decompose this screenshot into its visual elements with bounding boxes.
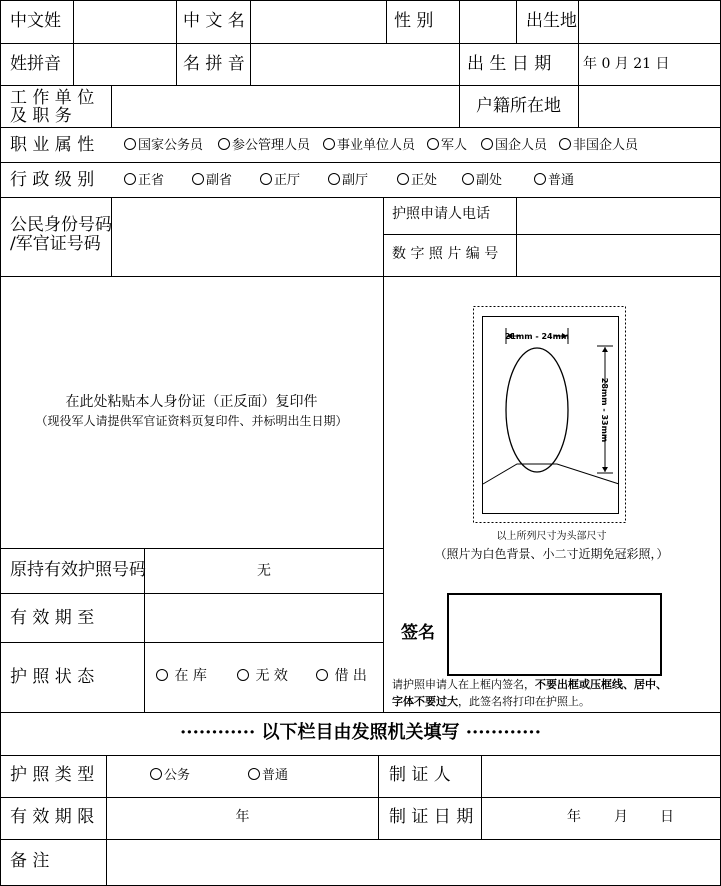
radio-circle-icon xyxy=(124,173,136,185)
id-copy-note: （现役军人请提供军官证资料页复印件、并标明出生日期） xyxy=(35,414,348,428)
col-divider xyxy=(378,797,379,840)
authority-section-heading: ············ 以下栏目由发照机关填写 ············ xyxy=(180,722,541,743)
chinese-name-field[interactable] xyxy=(251,1,386,43)
occupation-option[interactable]: 参公管理人员 xyxy=(218,138,310,152)
admin-level-option[interactable]: 副省 xyxy=(192,173,232,187)
occupation-option[interactable]: 国企人员 xyxy=(481,138,547,152)
radio-circle-icon xyxy=(237,669,249,681)
occupation-option[interactable]: 事业单位人员 xyxy=(323,138,415,152)
passport-status-label: 护 照 状 态 xyxy=(10,667,95,687)
validity-period-label: 有 效 期 限 xyxy=(10,807,95,827)
remarks-field[interactable] xyxy=(107,840,720,885)
occupation-option[interactable]: 非国企人员 xyxy=(559,138,638,152)
birthdate-value[interactable]: 年 0 月 21 日 xyxy=(583,56,670,72)
head-outline xyxy=(506,348,568,472)
surname-pinyin-field[interactable] xyxy=(74,44,176,85)
row-divider xyxy=(0,642,383,643)
id-number-field[interactable] xyxy=(112,198,383,276)
passport-type-option[interactable]: 公务 xyxy=(150,768,190,782)
col-divider xyxy=(386,0,387,44)
radio-circle-icon xyxy=(462,173,474,185)
phone-field[interactable] xyxy=(517,198,720,234)
radio-circle-icon xyxy=(124,138,136,150)
remarks-label: 备 注 xyxy=(10,851,50,871)
shoulder-outline xyxy=(483,464,619,484)
col-divider xyxy=(378,755,379,798)
passport-type-label: 护 照 类 型 xyxy=(10,765,95,785)
original-passport-label: 原持有效护照号码 xyxy=(10,560,146,580)
signature-note-line2: 字体不要过大，此签名将打印在护照上。 xyxy=(392,695,590,708)
admin-level-label: 行 政 级 别 xyxy=(10,170,95,190)
photo-requirement: （照片为白色背景、小二寸近期免冠彩照，） xyxy=(434,547,669,561)
radio-circle-icon xyxy=(323,138,335,150)
row-divider xyxy=(0,797,721,798)
phone-label: 护照申请人电话 xyxy=(392,206,490,222)
chinese-name-label: 中 文 名 xyxy=(183,11,245,31)
make-date-label: 制 证 日 期 xyxy=(389,807,474,827)
admin-level-option[interactable]: 正厅 xyxy=(260,173,300,187)
photo-number-label: 数 字 照 片 编 号 xyxy=(392,246,499,262)
height-dimension-label: 28mm - 33mm xyxy=(600,377,609,443)
birthplace-field[interactable] xyxy=(579,1,720,43)
name-pinyin-field[interactable] xyxy=(251,44,459,85)
make-date-month[interactable]: 月 xyxy=(614,809,628,825)
row-divider xyxy=(0,276,721,277)
work-unit-label-line2: 及 职 务 xyxy=(10,106,72,126)
surname-pinyin-label: 姓拼音 xyxy=(10,54,61,74)
radio-circle-icon xyxy=(260,173,272,185)
photo-placeholder[interactable] xyxy=(473,306,627,524)
arrow-down-icon xyxy=(602,467,608,472)
radio-circle-icon xyxy=(248,768,260,780)
radio-circle-icon xyxy=(218,138,230,150)
occupation-label: 职 业 属 性 xyxy=(10,135,95,155)
radio-circle-icon xyxy=(534,173,546,185)
photo-number-field[interactable] xyxy=(517,235,720,276)
status-option[interactable]: 在 库 xyxy=(156,669,207,683)
household-label: 户籍所在地 xyxy=(476,96,561,116)
radio-circle-icon xyxy=(427,138,439,150)
admin-level-option[interactable]: 普通 xyxy=(534,173,574,187)
row-divider xyxy=(0,127,721,128)
border-left xyxy=(0,0,1,886)
name-pinyin-label: 名 拼 音 xyxy=(183,54,245,74)
status-option[interactable]: 无 效 xyxy=(237,669,288,683)
radio-circle-icon xyxy=(397,173,409,185)
birthplace-label: 出生地 xyxy=(526,11,577,31)
id-copy-instruction: 在此处粘贴本人身份证（正反面）复印件 xyxy=(65,394,318,410)
id-number-label-line2: /军官证号码 xyxy=(10,234,101,254)
admin-level-option[interactable]: 副处 xyxy=(462,173,502,187)
width-dimension-label: 21mm - 24mm xyxy=(504,332,570,341)
admin-level-option[interactable]: 正省 xyxy=(124,173,164,187)
radio-circle-icon xyxy=(150,768,162,780)
admin-level-option[interactable]: 副厅 xyxy=(328,173,368,187)
signature-note-line1: 请护照申请人在上框内签名，不要出框或压框线、居中、 xyxy=(392,678,667,691)
row-divider xyxy=(0,162,721,163)
make-date-day[interactable]: 日 xyxy=(660,809,674,825)
valid-until-field[interactable] xyxy=(145,594,383,642)
gender-field[interactable] xyxy=(460,1,516,43)
radio-circle-icon xyxy=(559,138,571,150)
valid-until-label: 有 效 期 至 xyxy=(10,608,95,628)
occupation-option[interactable]: 国家公务员 xyxy=(124,138,203,152)
radio-circle-icon xyxy=(328,173,340,185)
col-divider xyxy=(383,197,384,713)
signature-label: 签名 xyxy=(401,623,435,643)
birthdate-label: 出 生 日 期 xyxy=(467,54,552,74)
radio-circle-icon xyxy=(156,669,168,681)
radio-circle-icon xyxy=(192,173,204,185)
photo-caption: 以上所列尺寸为头部尺寸 xyxy=(496,531,607,542)
status-option[interactable]: 借 出 xyxy=(316,669,367,683)
gender-label: 性 别 xyxy=(394,11,434,31)
maker-field[interactable] xyxy=(482,756,720,797)
passport-type-option[interactable]: 普通 xyxy=(248,768,288,782)
occupation-option[interactable]: 军人 xyxy=(427,138,467,152)
radio-circle-icon xyxy=(481,138,493,150)
radio-circle-icon xyxy=(316,669,328,681)
row-divider xyxy=(0,548,383,549)
col-divider xyxy=(516,0,517,44)
maker-label: 制 证 人 xyxy=(389,765,451,785)
household-field[interactable] xyxy=(579,86,720,127)
admin-level-option[interactable]: 正处 xyxy=(397,173,437,187)
work-unit-label-line1: 工 作 单 位 xyxy=(10,88,95,108)
row-divider xyxy=(0,712,721,713)
validity-period-value[interactable]: 年 xyxy=(235,809,250,825)
signature-box[interactable] xyxy=(447,593,662,676)
make-date-year[interactable]: 年 xyxy=(567,809,581,825)
arrow-up-icon xyxy=(602,347,608,352)
original-passport-value[interactable]: 无 xyxy=(257,563,271,579)
col-divider xyxy=(176,0,177,86)
chinese-surname-label: 中文姓 xyxy=(10,11,61,31)
id-number-label-line1: 公民身份号码 xyxy=(10,215,112,235)
chinese-surname-field[interactable] xyxy=(74,1,176,43)
work-unit-field[interactable] xyxy=(112,86,459,127)
